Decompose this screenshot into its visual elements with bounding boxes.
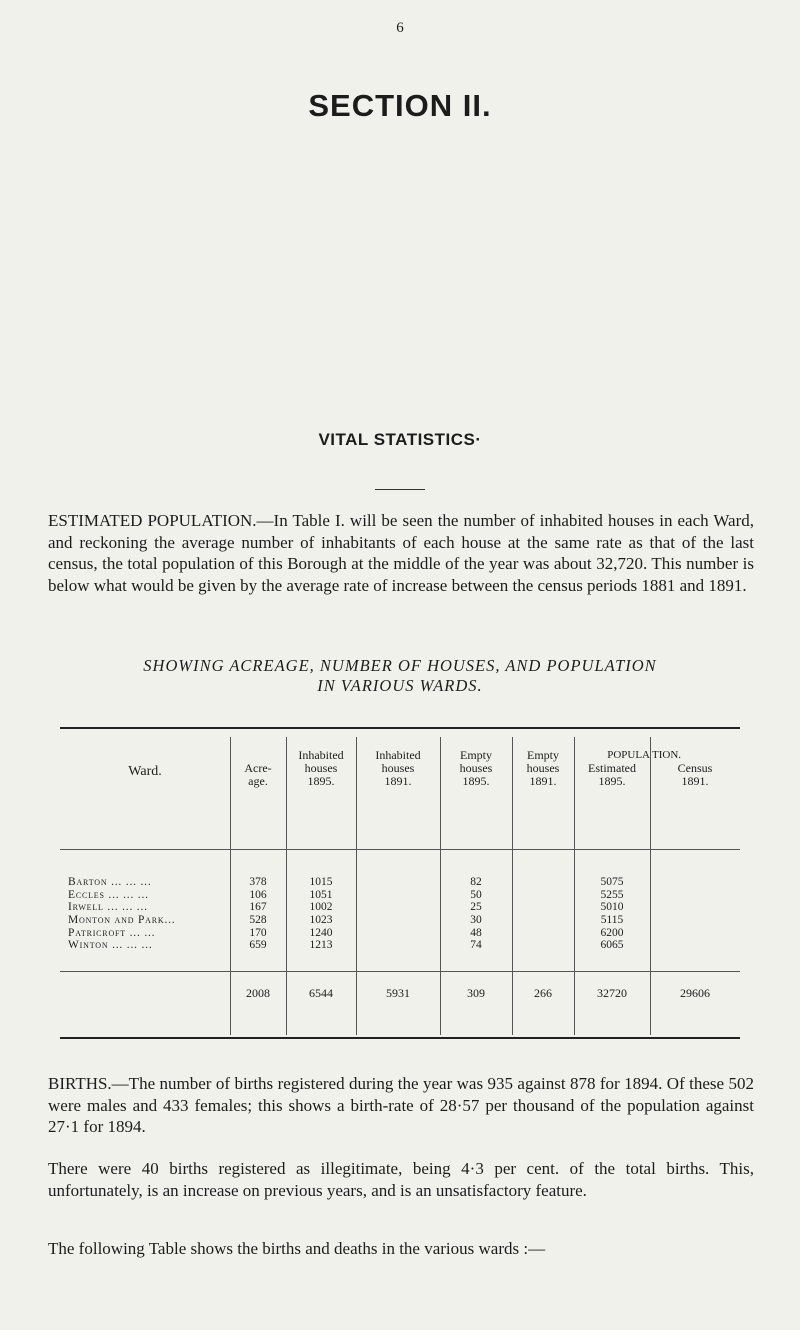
table-cell: 30 <box>470 914 482 927</box>
paragraph-births: BIRTHS.—The number of births registered during the year was 935 against 878 for 1894. Of these 502 were males and 433 females; this shows a birth-rate of 28·57 per thousand of the population against 27·1 for 1894. <box>48 1074 754 1136</box>
header-empty-1891: Empty houses 1891. <box>526 748 560 788</box>
ward-name: Irwell ... ... ... <box>68 901 148 914</box>
ward-name: Winton ... ... ... <box>68 939 153 952</box>
table-cell: 25 <box>470 901 482 914</box>
total-inhabited-1891: 5931 <box>386 986 410 1000</box>
table-cell: 1023 <box>309 914 333 927</box>
table-cell: 5115 <box>600 914 624 927</box>
table-cell: 1240 <box>309 926 333 939</box>
table-caption <box>0 656 800 696</box>
total-empty-1891: 266 <box>534 986 552 1000</box>
table-cell: 6200 <box>600 926 624 939</box>
paragraph-following-table: The following Table shows the births and deaths in the various wards :— <box>48 1239 546 1258</box>
paragraph-illegitimate-births: There were 40 births registered as illegitimate, being 4·3 per cent. of the total births. This, unfortunately, is an increase on previous years, and is an unsatisfactory feature. <box>48 1159 754 1200</box>
table-cell: 48 <box>470 926 482 939</box>
table-cell: 378 <box>249 876 267 888</box>
table-cell: 74 <box>470 939 482 952</box>
wards-table <box>60 727 740 1039</box>
ward-name: Monton and Park... <box>68 914 176 927</box>
acreage-column <box>230 876 286 952</box>
ward-name: Patricroft ... ... <box>68 926 156 939</box>
section-title: SECTION II. <box>308 88 492 123</box>
table-cell: 5255 <box>600 888 624 901</box>
table-cell: 528 <box>249 914 267 927</box>
total-population-census: 29606 <box>680 986 710 1000</box>
table-cell: 659 <box>249 939 267 952</box>
table-cell: 1213 <box>309 939 333 952</box>
total-population-estimated: 32720 <box>597 986 627 1000</box>
paragraph-estimated-population: ESTIMATED POPULATION.—In Table I. will be seen the number of inhabited houses in each Ward, and reckoning the average number of inhabitants of each house at the same rate as that of the last census, the total population of this Borough at the middle of the year was about 32,720. This number is below what would be given by the average rate of increase between the census periods 1881 and 1891. <box>48 511 754 595</box>
table-cell: 106 <box>249 888 267 901</box>
total-acreage: 2008 <box>246 986 270 1000</box>
page-number: 6 <box>396 20 404 36</box>
table-cell: 6065 <box>600 939 624 952</box>
header-inhabited-1891: Inhabited houses 1891. <box>375 748 421 788</box>
ward-name: Barton ... ... ... <box>68 876 152 888</box>
table-cell: 5010 <box>600 901 624 914</box>
header-population-census: TION. Census 1891. <box>652 749 713 788</box>
total-inhabited-1895: 6544 <box>309 986 333 1000</box>
inhabited-1895-column <box>286 876 356 952</box>
table-caption-line-2: IN VARIOUS WARDS. <box>317 676 483 695</box>
empty-1895-column <box>440 876 512 952</box>
total-empty-1895: 309 <box>467 986 485 1000</box>
table-cell: 82 <box>470 876 482 888</box>
ward-names-column <box>68 876 233 952</box>
header-population-estimated: POPULA Estimated 1895. <box>588 749 650 788</box>
table-cell: 5075 <box>600 876 624 888</box>
subsection-title: VITAL STATISTICS· <box>318 430 482 449</box>
header-ward: Ward. <box>128 764 162 779</box>
header-acreage: Acre- age. <box>244 761 272 788</box>
table-caption-line-1: SHOWING ACREAGE, NUMBER OF HOUSES, AND POPULATION <box>143 656 657 675</box>
table-cell: 1002 <box>309 901 333 914</box>
ward-name: Eccles ... ... ... <box>68 888 149 901</box>
table-cell: 1051 <box>309 888 333 901</box>
table-cell: 167 <box>249 901 267 914</box>
table-cell: 170 <box>249 926 267 939</box>
header-inhabited-1895: Inhabited houses 1895. <box>298 748 344 788</box>
divider-rule <box>375 489 425 490</box>
population-estimated-column <box>574 876 650 952</box>
header-rule <box>60 849 740 850</box>
header-empty-1895: Empty houses 1895. <box>459 748 493 788</box>
table-cell: 50 <box>470 888 482 901</box>
table-cell: 1015 <box>309 876 333 888</box>
totals-rule <box>60 971 740 972</box>
